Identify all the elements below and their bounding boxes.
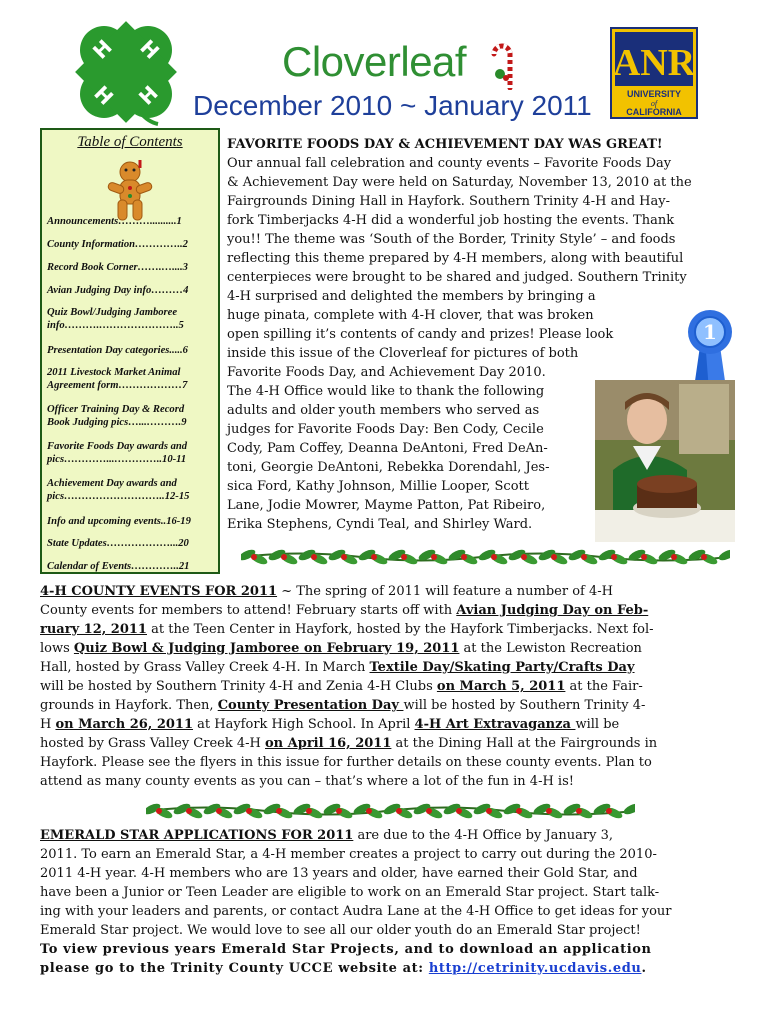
article2-text: at the Dining Hall at the Fairgrounds in (391, 736, 658, 751)
article2-text: County events for members to attend! February starts off with (40, 603, 457, 618)
toc-item: Info and upcoming events..16-19 (47, 516, 191, 527)
article3-text: ing with your leaders and parents, or contact Audra Lane at the 4-H Office to get ideas for your (40, 904, 672, 919)
article2-heading: 4-H COUNTY EVENTS FOR 2011 (40, 584, 278, 599)
toc-item: Officer Training Day & Record Book Judging pics…...……….9 (47, 404, 187, 428)
article1-line: toni, Georgie DeAntoni, Rebekka Dorendahl, Jes- (227, 460, 550, 475)
toc-item: Avian Judging Day info………4 (47, 285, 189, 296)
article3-text: are due to the 4-H Office by January 3, (353, 828, 614, 843)
event-presentation-day: County Presentation Day (217, 698, 404, 713)
article1-line: sica Ford, Kathy Johnson, Millie Looper, Scott (227, 479, 529, 494)
article1-line: Erika Stephens, Cyndi Teal, and Shirley Ward. (227, 517, 533, 532)
article2-text: lows (40, 641, 74, 656)
article1-line: you!! The theme was ‘South of the Border, Trinity Style’ – and foods (227, 232, 676, 247)
event-textile-date: on March 5, 2011 (436, 679, 566, 694)
article3-heading: EMERALD STAR APPLICATIONS FOR 2011 (40, 828, 354, 843)
event-presentation-date: on March 26, 2011 (55, 717, 194, 732)
article3-text: 2011. To earn an Emerald Star, a 4-H member creates a project to carry out during the 2010- (40, 847, 657, 862)
svg-text:UNIVERSITY: UNIVERSITY (626, 89, 682, 99)
article2-text: at Hayfork High School. In April (193, 717, 415, 732)
toc-item: Achievement Day awards and pics………………………..12-15 (47, 478, 190, 502)
article3-text: have been a Junior or Teen Leader are eligible to work on an Emerald Star project. Start talk- (40, 885, 660, 900)
article1-line: Lane, Jodie Mowrer, Mayme Patton, Pat Ribeiro, (227, 498, 546, 513)
toc-item: 2011 Livestock Market Animal Agreement form………………7 (47, 367, 188, 391)
article2-text: ~ The spring of 2011 will feature a number of 4-H (281, 584, 613, 599)
holly-divider (146, 800, 635, 822)
article1-line: huge pinata, complete with 4-H clover, that was broken (227, 308, 594, 323)
article2-text: grounds in Hayfork. Then, (40, 698, 218, 713)
4h-clover-logo (70, 16, 182, 128)
toc-item: County Information…………..2 (47, 239, 188, 250)
article2-text: will be hosted by Southern Trinity 4- (403, 698, 646, 713)
article1-line: Cody, Pam Coffey, Deanna DeAntoni, Fred DeAn- (227, 441, 548, 456)
article3-text: Emerald Star project. We would love to see all our older youth do an Emerald Star project! (40, 923, 641, 938)
article3-text: To view previous years Emerald Star Projects, and to download an application (40, 942, 652, 957)
event-art-extravaganza: 4-H Art Extravaganza (414, 717, 576, 732)
svg-text:H: H (135, 34, 165, 64)
article2-text: at the Lewiston Recreation (459, 641, 642, 656)
event-textile-day: Textile Day/Skating Party/Crafts Day (369, 660, 635, 675)
article2-text: Hall, hosted by Grass Valley Creek 4-H. In March (40, 660, 370, 675)
article2-text: at the Teen Center in Hayfork, hosted by the Hayfork Timberjacks. Next fol- (146, 622, 654, 637)
article2-text: hosted by Grass Valley Creek 4-H (40, 736, 265, 751)
toc-item: State Updates………………...20 (47, 538, 189, 549)
article1-line: open spilling it’s contents of candy and prizes! Please look (227, 327, 614, 342)
article3-text: . (641, 961, 647, 976)
article1-heading: FAVORITE FOODS DAY & ACHIEVEMENT DAY WAS GREAT! (227, 137, 663, 152)
event-art-date: on April 16, 2011 (265, 736, 392, 751)
anr-letters: ANR (612, 42, 696, 84)
article3-text: 2011 4-H year. 4-H members who are 13 years and older, have earned their Gold Star, and (40, 866, 638, 881)
svg-text:CALIFORNIA: CALIFORNIA (626, 107, 682, 117)
toc-item: Quiz Bowl/Judging Jamboree info……….…………………..5 (47, 307, 184, 331)
newsletter-title: Cloverleaf (282, 38, 467, 85)
toc-item: Announcements………..........1 (47, 216, 182, 227)
article1-line: The 4-H Office would like to thank the following (227, 384, 545, 399)
article2-text: will be hosted by Southern Trinity 4-H and Zenia 4-H Clubs (40, 679, 437, 694)
article1-line: inside this issue of the Cloverleaf for pictures of both (227, 346, 579, 361)
article1-line: centerpieces were brought to be shared and judged. Southern Trinity (227, 270, 687, 285)
ucce-website-link[interactable]: http://cetrinity.ucdavis.edu (428, 961, 642, 976)
ribbon-number: 1 (703, 320, 717, 344)
candy-cane-icon (488, 40, 522, 90)
photo-boy-with-cake (595, 380, 735, 542)
svg-text:H: H (89, 80, 119, 110)
article1-line: Favorite Foods Day, and Achievement Day 2010. (227, 365, 546, 380)
event-avian-judging: Avian Judging Day on Feb- (456, 603, 649, 618)
event-avian-date: ruary 12, 2011 (40, 622, 147, 637)
article1-line: & Achievement Day were held on Saturday, November 13, 2010 at the (227, 175, 692, 190)
article2-text: H (40, 717, 56, 732)
article2-text: will be (575, 717, 620, 732)
article1-line: reflecting this theme prepared by 4-H members, along with beautiful (227, 251, 684, 266)
issue-date: December 2010 ~ January 2011 (193, 90, 592, 121)
table-of-contents (40, 128, 220, 574)
toc-item: Favorite Foods Day awards and pics…………...…………..10-11 (47, 441, 188, 465)
article2-text: attend as many county events as you can – that’s where a lot of the fun in 4-H is! (40, 774, 574, 789)
article1-line: 4-H surprised and delighted the members by bringing a (227, 289, 596, 304)
article3-text: please go to the Trinity County UCCE website at: (40, 961, 429, 976)
toc-title: Table of Contents (77, 134, 183, 150)
article1-line: adults and older youth members who served as (227, 403, 540, 418)
toc-item: Record Book Corner…….…....3 (47, 262, 188, 273)
article1-line: judges for Favorite Foods Day: Ben Cody, Cecile (227, 422, 544, 437)
svg-text:H: H (87, 34, 117, 64)
toc-item: Calendar of Events…………..21 (47, 561, 190, 572)
article2-text: at the Fair- (565, 679, 643, 694)
article1-line: Fairgrounds Dining Hall in Hayfork. Southern Trinity 4-H and Hay- (227, 194, 670, 209)
svg-text:H: H (133, 80, 163, 110)
article1-line: Our annual fall celebration and county events – Favorite Foods Day (227, 156, 672, 171)
svg-text:of: of (650, 99, 658, 108)
holly-divider (241, 546, 730, 568)
toc-item: Presentation Day categories.....6 (47, 345, 188, 356)
article2-text: Hayfork. Please see the flyers in this issue for further details on these county events. Plan to (40, 755, 652, 770)
event-quiz-bowl: Quiz Bowl & Judging Jamboree on February 19, 2011 (73, 641, 460, 656)
uc-anr-logo (610, 27, 698, 119)
article1-line: fork Timberjacks 4-H did a wonderful job hosting the events. Thank (227, 213, 675, 228)
